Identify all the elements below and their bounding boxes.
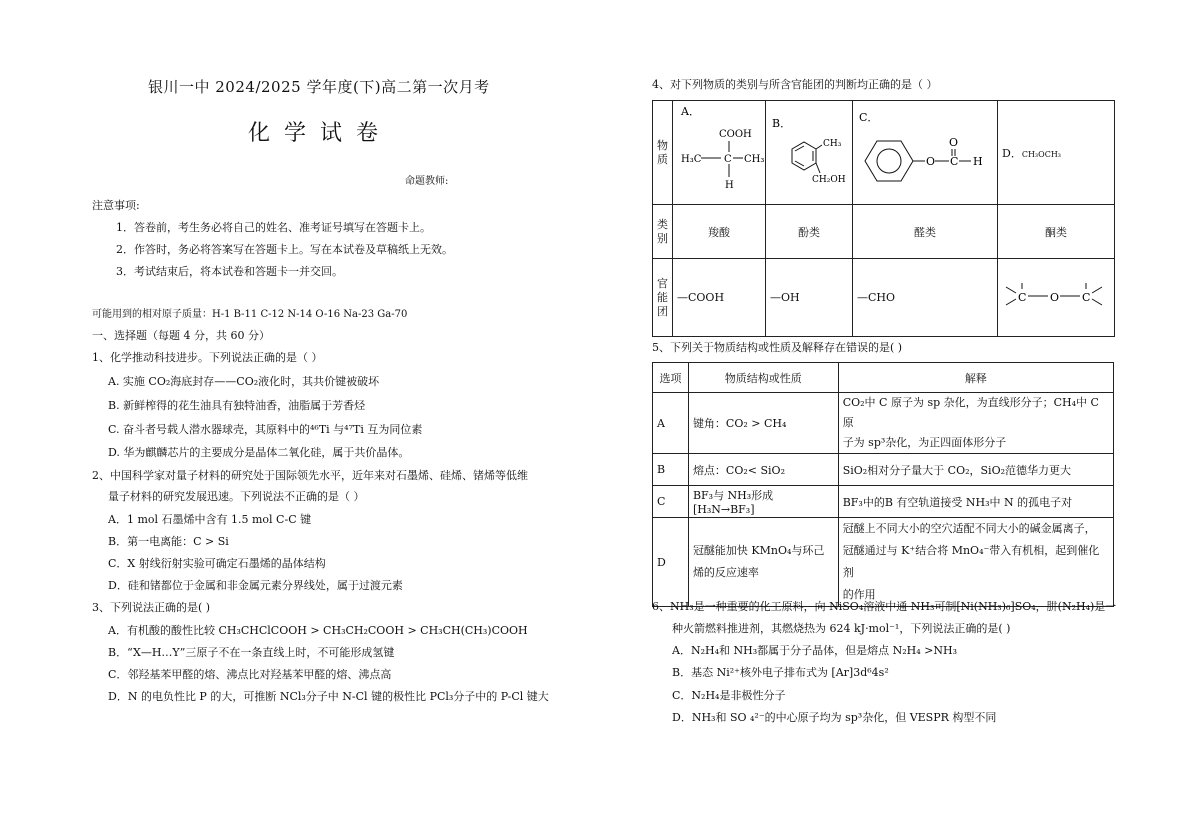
q4-option-a-structure	[673, 101, 766, 205]
q5-row-d-explanation	[838, 518, 1113, 607]
q6-stem-line2: 种火箭燃料推进剂，其燃烧热为 624 kJ·mol⁻¹，下列说法正确的是( )	[672, 622, 1011, 635]
q3-option-c: C．邻羟基苯甲醛的熔、沸点比对羟基苯甲醛的熔、沸点高	[108, 668, 392, 681]
struct-a-cooh: COOH	[719, 129, 752, 140]
struct-c-o-ester: O	[926, 155, 936, 168]
q3-option-b: B．“X—H…Y”三原子不在一条直线上时，不可能形成氢键	[108, 646, 395, 659]
author-label: 命题教师:	[405, 176, 449, 187]
q6-option-b: B．基态 Ni²⁺核外电子排布式为 [Ar]3d⁶4s²	[672, 666, 889, 679]
q4-row-header-category-text: 类别	[657, 217, 668, 245]
q4-category-c: 醛类	[853, 205, 998, 259]
q4-letter-c: C．	[859, 111, 879, 124]
q5-row-a-exp-line1: CO₂中 C 原子为 sp 杂化，为直线形分子；CH₄中 C 原	[842, 396, 1099, 429]
q5-row-d-exp-line1: 冠醚上不同大小的空穴适配不同大小的碱金属离子，	[842, 522, 1096, 535]
q5-row-d-exp-line2: 冠醚通过与 K⁺结合将 MnO₄⁻带入有机相，起到催化剂	[842, 544, 1100, 579]
q5-row-d-property	[688, 518, 838, 607]
section-heading: 一、选择题（每题 4 分，共 60 分）	[92, 329, 270, 342]
struct-a-ch3: CH₃	[744, 154, 765, 165]
q6-option-a: A．N₂H₄和 NH₃都属于分子晶体，但是熔点 N₂H₄ >NH₃	[672, 644, 957, 657]
exam-title: 银川一中 2024/2025 学年度(下)高二第一次月考	[148, 78, 490, 96]
q5-row-a-exp-line2: 子为 sp³杂化，为正四面体形分子	[842, 436, 1007, 449]
q1-option-a: A. 实施 CO₂海底封存——CO₂液化时，其共价键被破坏	[108, 375, 380, 388]
q4-option-d-formula: CH₃OCH₃	[1021, 149, 1061, 159]
struct-a-h: H	[725, 180, 734, 191]
ether-group-svg	[998, 259, 1114, 333]
subject-title: 化学试卷	[248, 121, 393, 146]
q4-group-b: —OH	[766, 259, 853, 337]
q6-stem-line1: 6、NH₃是一种重要的化工原料，向 NiSO₄溶液中通 NH₃可制[Ni(NH₃)₆]SO₄，肼(N₂H₄)是一	[652, 600, 1117, 613]
atomic-masses: 可能用到的相对原子质量：H-1 B-11 C-12 N-14 O-16 Na-23 Ga-70	[92, 309, 408, 320]
notice-item-2: 2．作答时，务必将答案写在答题卡上。写在本试卷及草稿纸上无效。	[116, 243, 453, 256]
notice-item-3: 3．考试结束后，将本试卷和答题卡一并交回。	[116, 265, 343, 278]
structure-a-svg	[673, 101, 765, 201]
q2-option-b: B．第一电离能：C > Si	[108, 535, 229, 548]
q5-stem: 5、下列关于物质结构或性质及解释存在错误的是( )	[652, 341, 903, 354]
structure-c-svg	[853, 101, 997, 201]
q4-letter-b: B．	[772, 117, 792, 130]
q5-row-d-option: D	[653, 518, 689, 607]
notice-item-1: 1．答卷前，考生务必将自己的姓名、准考证号填写在答题卡上。	[116, 221, 431, 234]
q4-table	[652, 100, 1115, 337]
q4-category-d: 酮类	[998, 205, 1115, 259]
q5-row-c-option: C	[653, 486, 689, 518]
q2-option-a: A．1 mol 石墨烯中含有 1.5 mol C-C 键	[108, 513, 312, 526]
struct-c-h: H	[973, 155, 983, 168]
q5-row-a-explanation	[838, 393, 1113, 454]
q5-table	[652, 362, 1114, 607]
q4-option-b-structure	[766, 101, 853, 205]
q5-row-d-exp-line3: 的作用	[842, 588, 876, 601]
struct-c-o-carbonyl: O	[949, 136, 959, 149]
q5-row-a-option: A	[653, 393, 689, 454]
notice-heading: 注意事项:	[92, 199, 140, 212]
struct-a-h3c: H₃C	[681, 154, 702, 165]
q5-row-d-property-text: 冠醚能加快 KMnO₄与环己烯的反应速率	[692, 544, 825, 579]
ether-c-left: C	[1018, 291, 1027, 304]
q5-row-c-explanation: BF₃中的B 有空轨道接受 NH₃中 N 的孤电子对	[838, 486, 1113, 518]
ether-c-right: C	[1082, 291, 1091, 304]
q5-row-a-property: 键角：CO₂ > CH₄	[688, 393, 838, 454]
q4-category-b: 酚类	[766, 205, 853, 259]
q5-row-c-property: BF₃与 NH₃形成[H₃N→BF₃]	[688, 486, 838, 518]
q4-group-a: —COOH	[673, 259, 766, 337]
q4-row-header-category	[653, 205, 673, 259]
struct-b-ch3: CH₃	[823, 139, 842, 149]
q4-letter-d: D．	[1002, 146, 1022, 160]
q3-option-a: A．有机酸的酸性比较 CH₃CHClCOOH > CH₃CH₂COOH > CH₃CH(CH₃)COOH	[108, 624, 528, 637]
q3-stem: 3、下列说法正确的是( )	[92, 601, 211, 614]
q4-row-header-group	[653, 259, 673, 337]
q5-row-b-explanation: SiO₂相对分子量大于 CO₂，SiO₂范德华力更大	[838, 454, 1113, 486]
q3-option-d: D．N 的电负性比 P 的大，可推断 NCl₃分子中 N-Cl 键的极性比 PCl₃分子中的 P-Cl 键大	[108, 690, 549, 703]
struct-b-ch2oh: CH₂OH	[812, 175, 846, 185]
q1-option-c: C. 奋斗者号载人潜水器球壳，其原料中的⁴⁶Ti 与⁴⁷Ti 互为同位素	[108, 423, 423, 436]
q1-option-d: D. 华为麒麟芯片的主要成分是晶体二氧化硅，属于共价晶体。	[108, 446, 410, 459]
struct-c-c: C	[950, 155, 959, 168]
q5-header-explanation: 解释	[838, 363, 1113, 393]
q5-header-property: 物质结构或性质	[688, 363, 838, 393]
ether-o: O	[1050, 291, 1060, 304]
q2-option-c: C．X 射线衍射实验可确定石墨烯的晶体结构	[108, 557, 326, 570]
q4-stem: 4、对下列物质的类别与所含官能团的判断均正确的是（ ）	[652, 78, 938, 91]
q5-row-b-property: 熔点：CO₂< SiO₂	[688, 454, 838, 486]
q4-category-a: 羧酸	[673, 205, 766, 259]
q1-option-b: B. 新鲜榨得的花生油具有独特油香，油脂属于芳香烃	[108, 399, 366, 412]
q4-row-header-substance-text: 物质	[657, 138, 668, 166]
q4-group-c: —CHO	[853, 259, 998, 337]
q2-stem-line1: 2、中国科学家对量子材料的研究处于国际领先水平，近年来对石墨烯、硅烯、锗烯等低维	[92, 469, 528, 482]
q2-stem-line2: 量子材料的研究发展迅速。下列说法不正确的是（ ）	[108, 490, 365, 503]
q4-option-d-structure	[998, 101, 1115, 205]
q4-group-d	[998, 259, 1115, 337]
q5-row-b-option: B	[653, 454, 689, 486]
q6-option-c: C．N₂H₄是非极性分子	[672, 689, 786, 702]
q4-row-header-substance	[653, 101, 673, 205]
q5-header-option: 选项	[653, 363, 689, 393]
q6-option-d: D．NH₃和 SO ₄²⁻的中心原子均为 sp³杂化，但 VESPR 构型不同	[672, 711, 997, 724]
q4-row-header-group-text: 官能团	[657, 276, 668, 318]
q4-option-c-structure	[853, 101, 998, 205]
q1-stem: 1、化学推动科技进步。下列说法正确的是（ ）	[92, 351, 323, 364]
q2-option-d: D．硅和锗都位于金属和非金属元素分界线处，属于过渡元素	[108, 579, 403, 592]
q4-letter-a: A．	[681, 105, 700, 118]
struct-a-c: C	[724, 154, 732, 165]
structure-b-svg	[766, 101, 852, 201]
